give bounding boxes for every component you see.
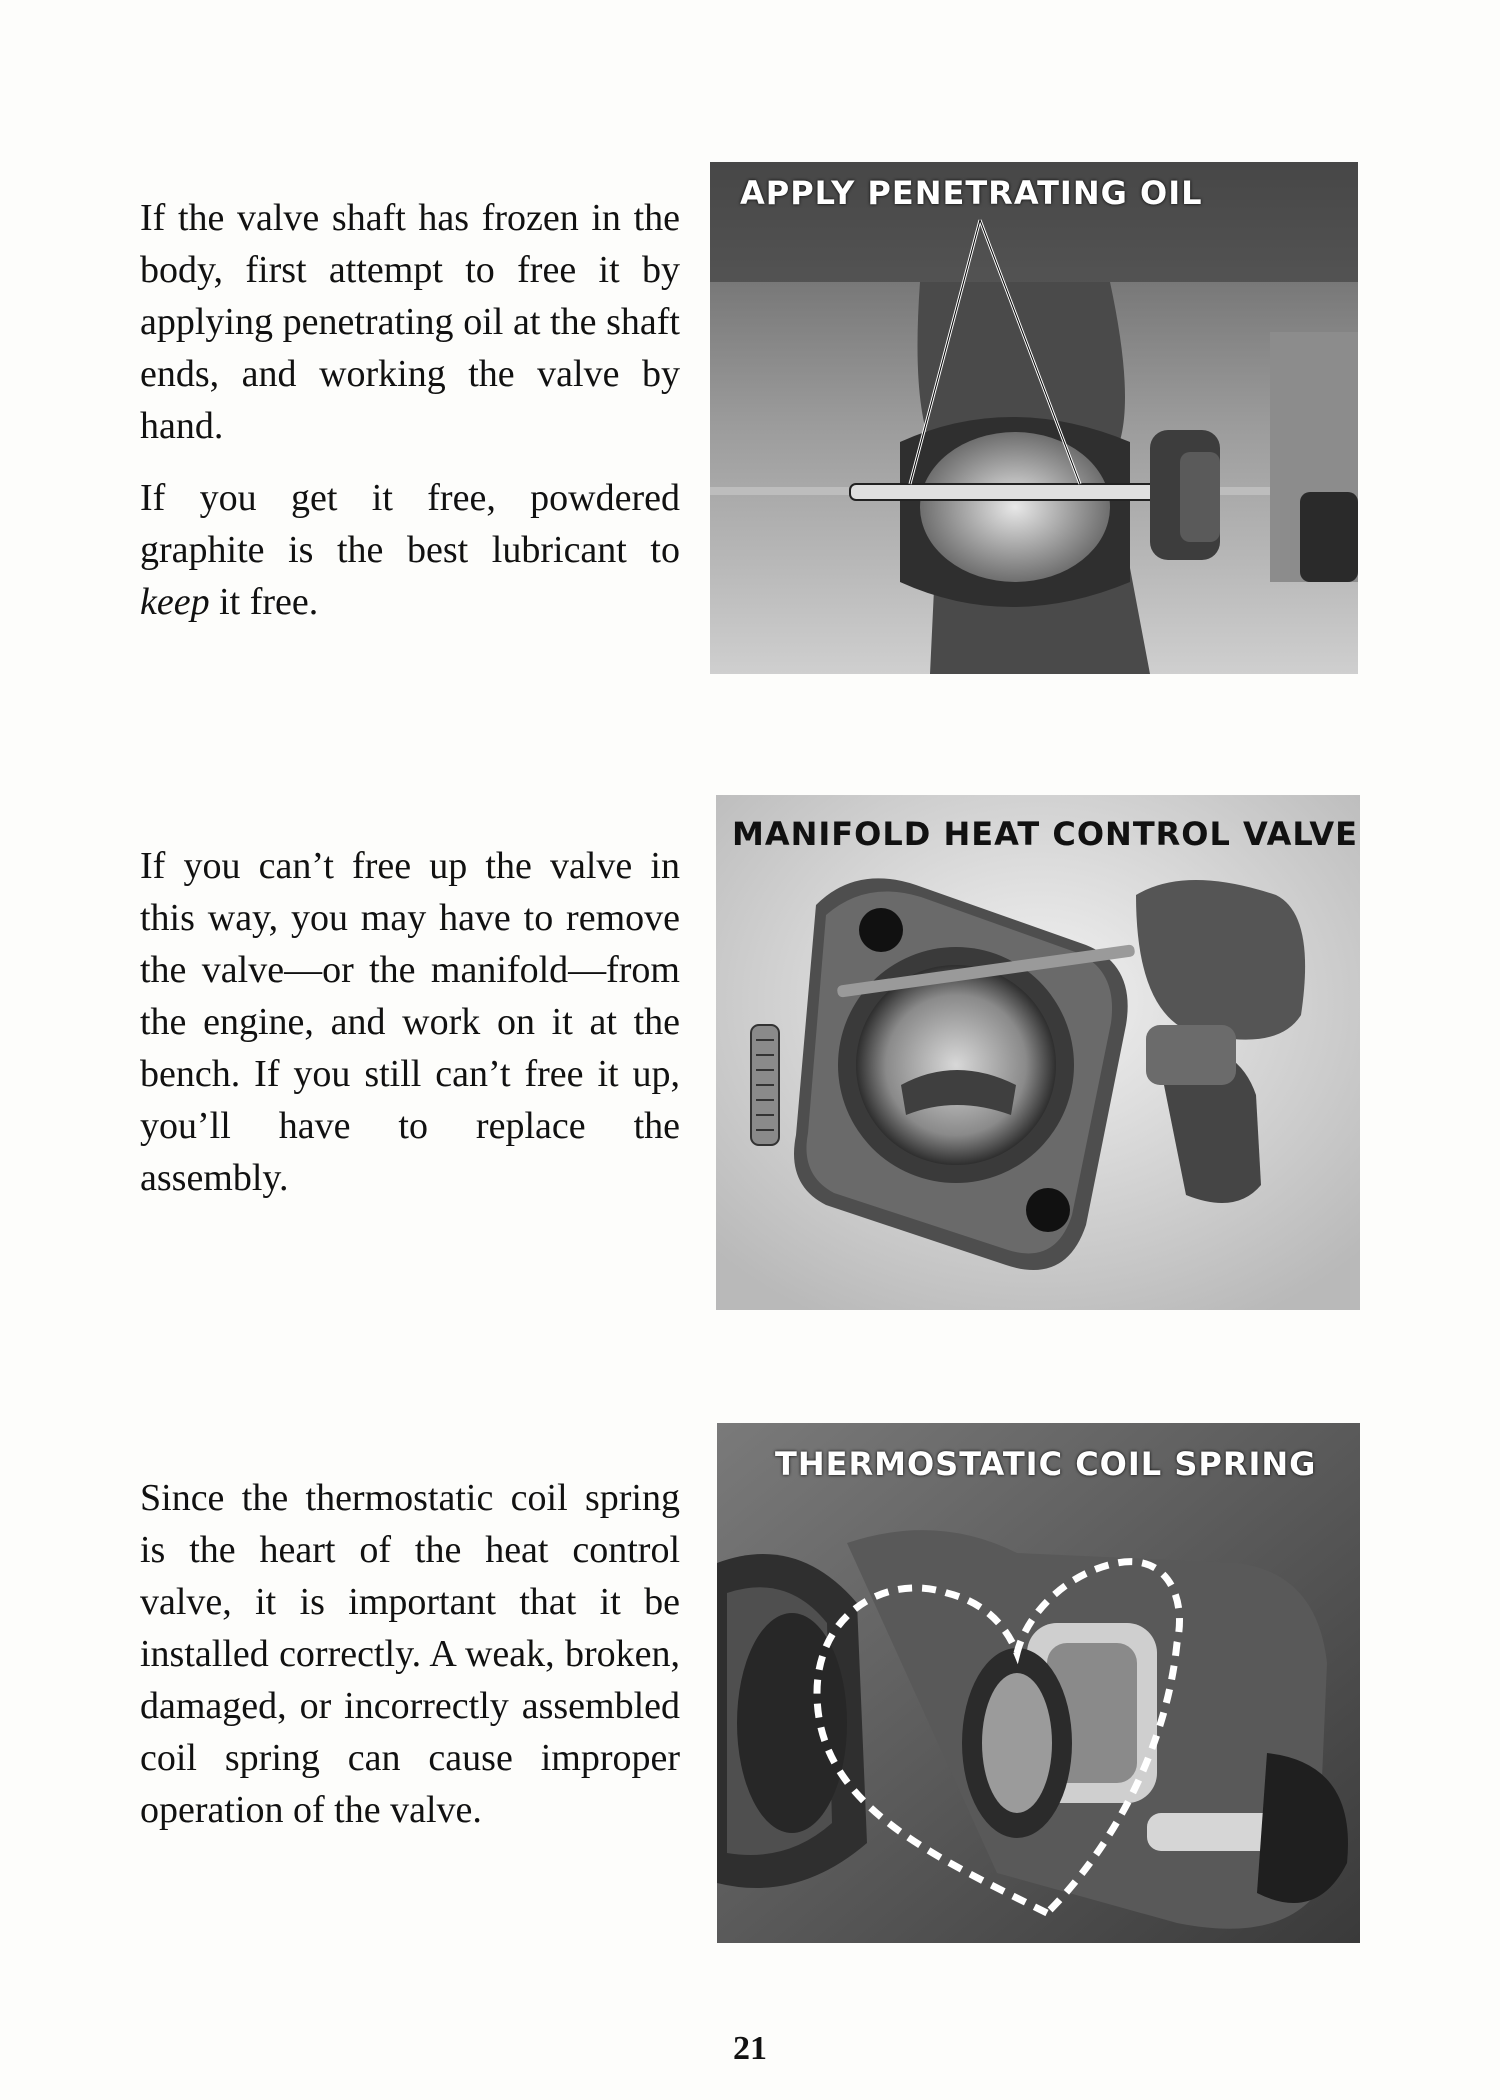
paragraph-graphite: If you get it free, powdered graphite is the best lubricant to keep it free. (140, 477, 680, 623)
page-number: 21 (733, 2030, 767, 2067)
photo-penetrating-oil (710, 162, 1358, 674)
paragraph-block-1 (140, 192, 680, 628)
paragraph-frozen-shaft: If the valve shaft has frozen in the body, first attempt to free it by applying penetrating oil at the shaft ends, and working the valve by hand. (140, 197, 680, 447)
photo-heat-control-valve (716, 795, 1360, 1310)
paragraph-free-up-valve: If you can’t free up the valve in this way, you may have to remove the valve—or the manifold—from the engine, and work on it at the bench. If you still can’t free it up, you’ll have to replace the assembly. (140, 845, 680, 1199)
photo-caption-heat-control-valve: MANIFOLD HEAT CONTROL VALVE (732, 815, 1358, 853)
photo-caption-coil-spring: THERMOSTATIC COIL SPRING (775, 1445, 1317, 1483)
paragraph-block-3 (140, 1472, 680, 1836)
photo-caption-penetrating-oil: APPLY PENETRATING OIL (740, 174, 1203, 212)
photo-thermostatic-coil-spring (717, 1423, 1360, 1943)
paragraph-block-2 (140, 840, 680, 1204)
emphasis-keep: keep (140, 581, 210, 623)
paragraph-coil-spring: Since the thermostatic coil spring is the heart of the heat control valve, it is important that it be installed correctly. A weak, broken, damaged, or incorrectly assembled coil spring can cause improper operation of the valve. (140, 1477, 680, 1831)
